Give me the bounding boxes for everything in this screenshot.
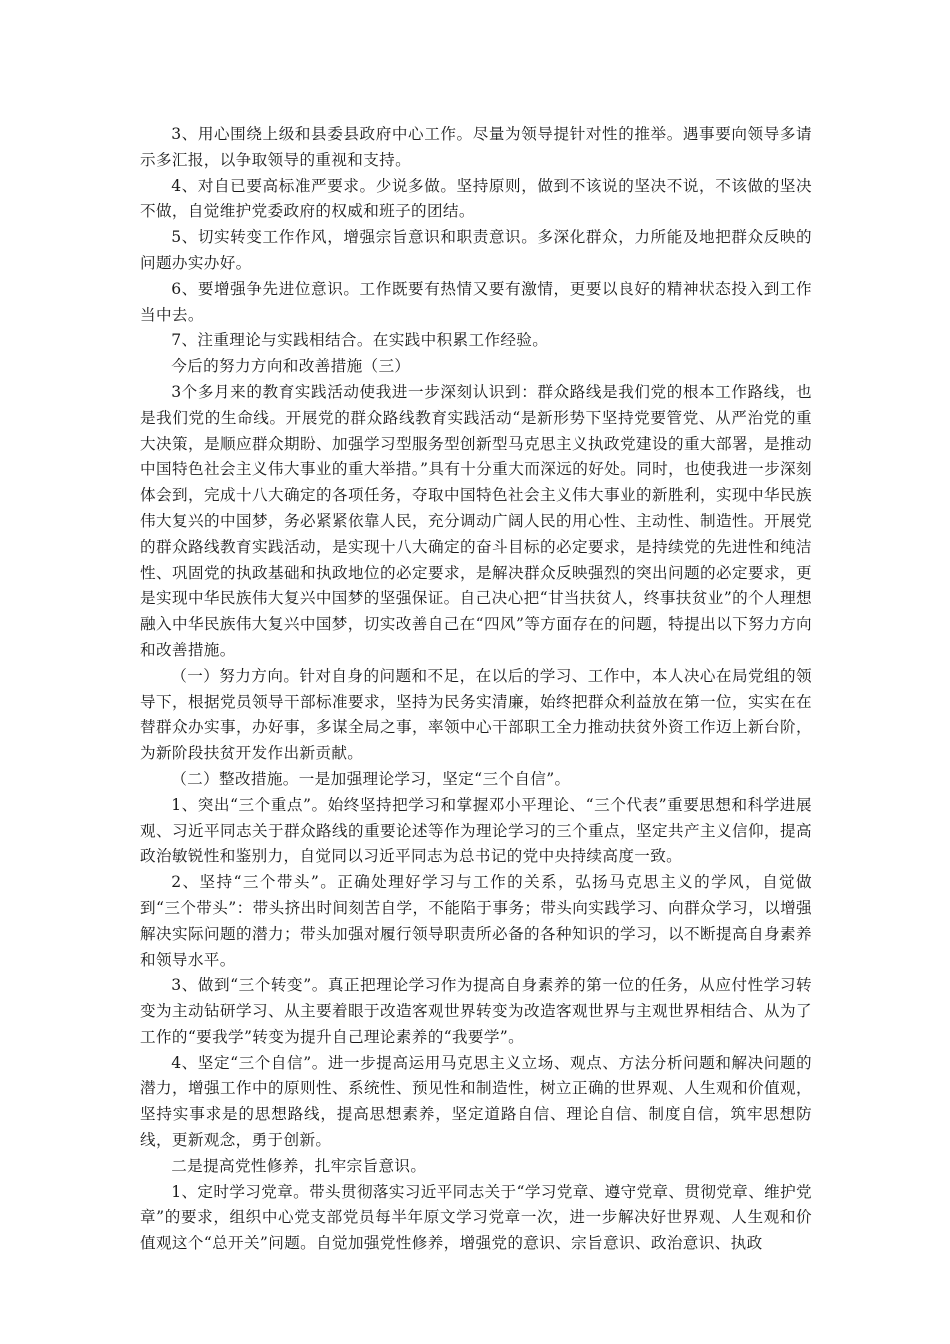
- paragraph-item-3: 3、用心围绕上级和县委县政府中心工作。尽量为领导提针对性的推举。遇事要向领导多请示多汇报，以争取领导的重视和支持。: [140, 125, 812, 169]
- intro-paragraph: 3个多月来的教育实践活动使我进一步深刻认识到：群众路线是我们党的根本工作路线，也是我们党的生命线。开展党的群众路线教育实践活动“是新形势下坚持党要管党、从严治党的重大决策，是顺应群众期盼、加强学习型服务型创新型马克思主义执政党建设的重大部署，是推动中国特色社会主义伟大事业的重大举措。”具有十分重大而深远的好处。同时，也使我进一步深刻体会到，完成十八大确定的各项任务，夺取中国特色社会主义伟大事业的新胜利，实现中华民族伟大复兴的中国梦，务必紧紧依靠人民，充分调动广阔人民的用心性、主动性、制造性。开展党的群众路线教育实践活动，是实现十八大确定的奋斗目标的必定要求，是持续党的先进性和纯洁性、巩固党的执政基础和执政地位的必定要求，是解决群众反映强烈的突出问题的必定要求，更是实现中华民族伟大复兴中国梦的坚强保证。自己决心把“甘当扶贫人，终事扶贫业”的个人理想融入中华民族伟大复兴中国梦，切实改善自己在“四风”等方面存在的问题，特提出以下努力方向和改善措施。: [140, 382, 812, 659]
- party-spirit-item-1: 1、定时学习党章。带头贯彻落实习近平同志关于“学习党章、遵守党章、贯彻党章、维护党章”的要求，组织中心党支部党员每半年原文学习党章一次，进一步解决好世界观、人生观和价值观这个“总开关”问题。自觉加强党性修养，增强党的意识、宗旨意识、政治意识、执政: [140, 1182, 812, 1253]
- direction-paragraph: （一）努力方向。针对自身的问题和不足，在以后的学习、工作中，本人决心在局党组的领导下，根据党员领导干部标准要求，坚持为民务实清廉，始终把群众利益放在第一位，实实在在替群众办实事，办好事，多谋全局之事，率领中心干部职工全力推动扶贫外资工作迈上新台阶，为新阶段扶贫开发作出新贡献。: [140, 666, 812, 763]
- paragraph-item-5: 5、切实转变工作作风，增强宗旨意识和职责意识。多深化群众，力所能及地把群众反映的问题办实办好。: [140, 228, 812, 272]
- paragraph-item-7: 7、注重理论与实践相结合。在实践中积累工作经验。: [171, 331, 549, 350]
- party-spirit-heading: 二是提高党性修养，扎牢宗旨意识。: [171, 1156, 427, 1175]
- document-body: [140, 122, 812, 1257]
- paragraph-item-6: 6、要增强争先进位意识。工作既要有热情又要有激情，更要以良好的精神状态投入到工作当中去。: [140, 279, 812, 324]
- measure-item-4: 4、坚定“三个自信”。进一步提高运用马克思主义立场、观点、方法分析问题和解决问题的潜力，增强工作中的原则性、系统性、预见性和制造性，树立正确的世界观、人生观和价值观，坚持实事求是的思想路线，提高思想素养，坚定道路自信、理论自信、制度自信，筑牢思想防线，更新观念，勇于创新。: [140, 1053, 812, 1150]
- paragraph-item-4: 4、对自已要高标准严要求。少说多做。坚持原则，做到不该说的坚决不说，不该做的坚决不做，自觉维护党委政府的权威和班子的团结。: [140, 176, 812, 221]
- measure-item-2: 2、坚持“三个带头”。正确处理好学习与工作的关系，弘扬马克思主义的学风，自觉做到“三个带头”：带头挤出时间刻苦自学，不能陷于事务；带头向实践学习、向群众学习，以增强解决实际问题的潜力；带头加强对履行领导职责所必备的各种知识的学习，以不断提高自身素养和领导水平。: [140, 873, 812, 969]
- measure-item-1: 1、突出“三个重点”。始终坚持把学习和掌握邓小平理论、“三个代表”重要思想和科学进展观、习近平同志关于群众路线的重要论述等作为理论学习的三个重点，坚定共产主义信仰，提高政治敏锐性和鉴别力，自觉同以习近平同志为总书记的党中央持续高度一致。: [140, 795, 812, 866]
- section-heading: 今后的努力方向和改善措施（三）: [171, 357, 411, 376]
- measures-heading: （二）整改措施。一是加强理论学习，坚定“三个自信”。: [171, 769, 571, 788]
- measure-item-3: 3、做到“三个转变”。真正把理论学习作为提高自身素养的第一位的任务，从应付性学习转变为主动钻研学习、从主要着眼于改造客观世界转变为改造客观世界与主观世界相结合、从为了工作的“要我学”转变为提升自己理论素养的“我要学”。: [140, 976, 812, 1046]
